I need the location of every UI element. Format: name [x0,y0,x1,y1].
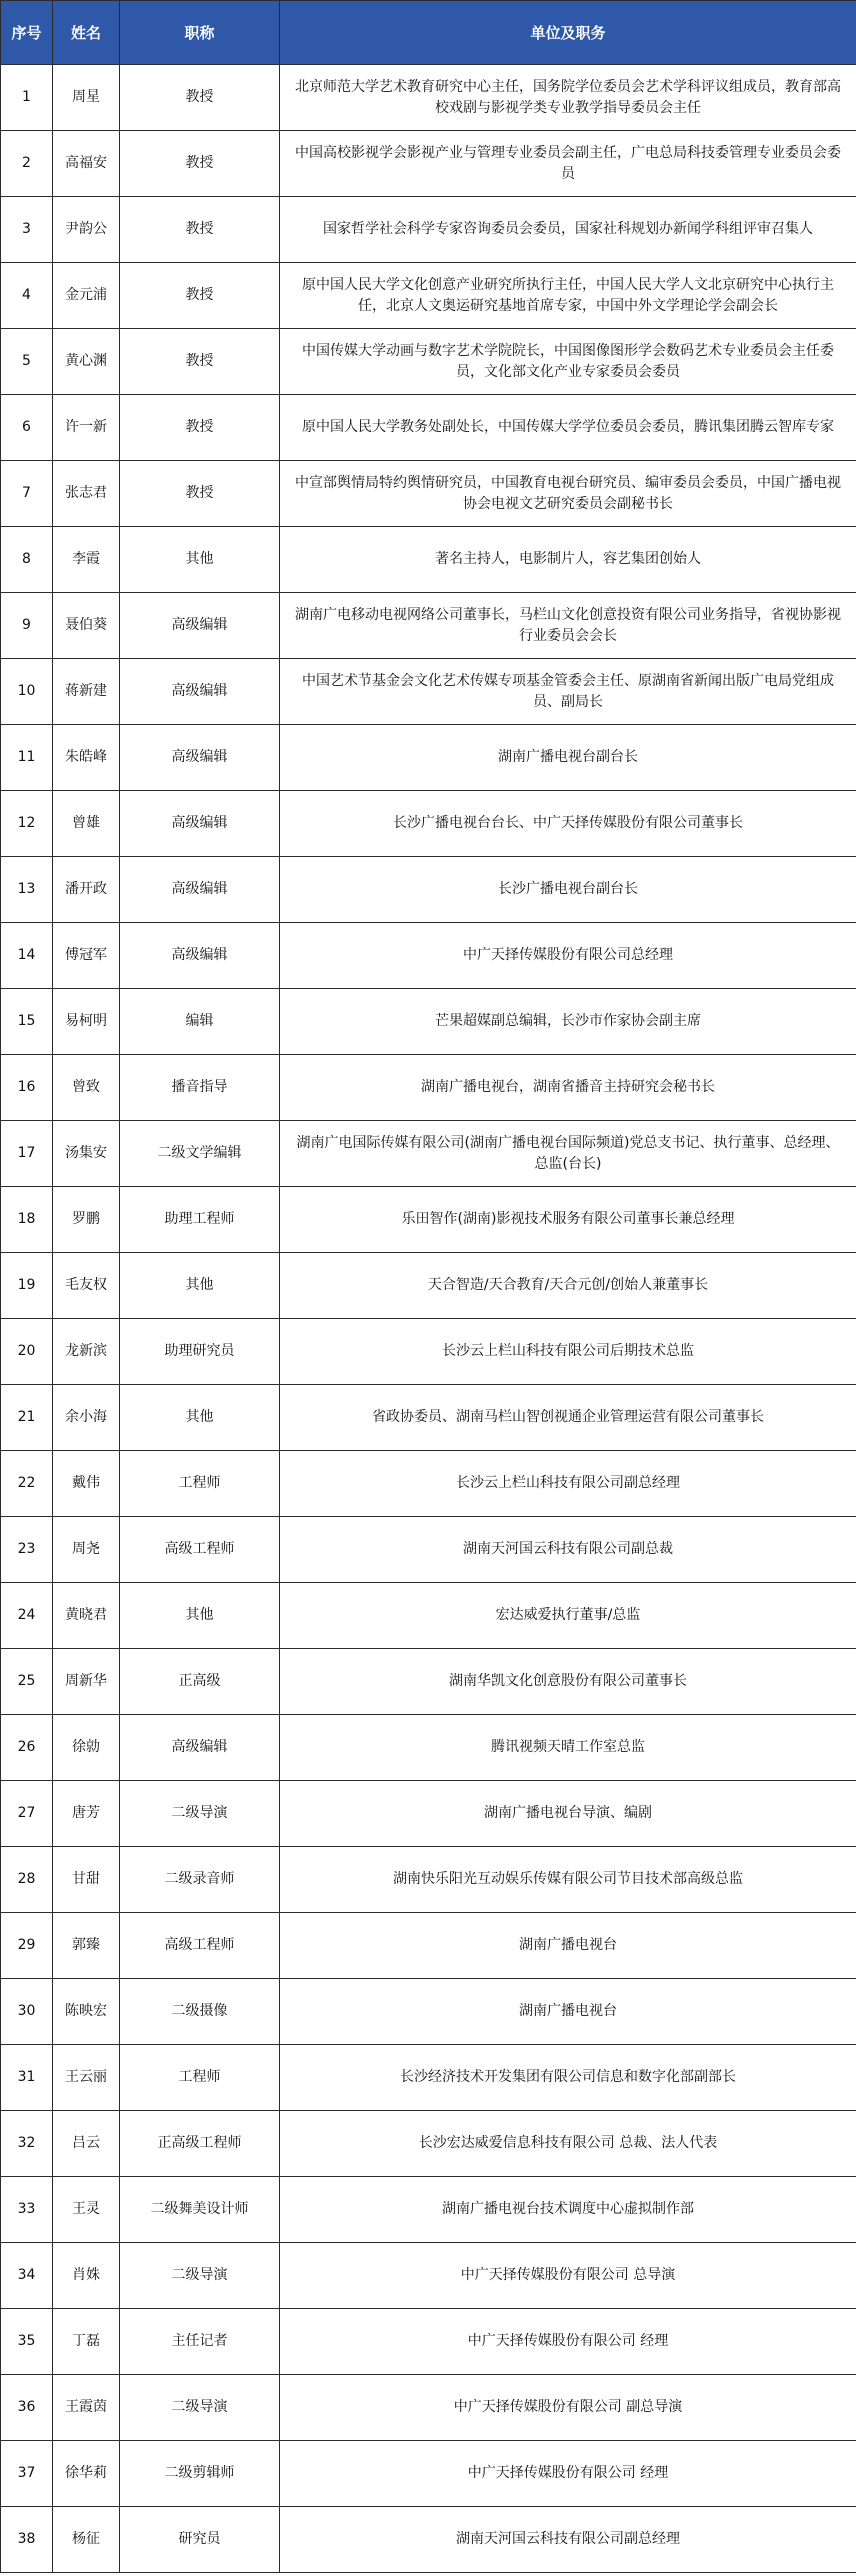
table-row [1,2309,856,2375]
row-name: 易柯明 [53,989,120,1055]
row-index: 22 [1,1451,53,1517]
row-index: 30 [1,1979,53,2045]
row-organization: 湖南广电移动电视网络公司董事长，马栏山文化创意投资有限公司业务指导，省视协影视行业委员会会长 [280,593,856,659]
row-name: 罗鹏 [53,1187,120,1253]
row-organization: 湖南天河国云科技有限公司副总经理 [280,2507,856,2573]
row-title: 高级编辑 [120,791,280,857]
table-row [1,1847,856,1913]
table-row [1,527,856,593]
row-index: 36 [1,2375,53,2441]
table-row [1,263,856,329]
table-row [1,197,856,263]
row-title: 其他 [120,1385,280,1451]
row-index: 4 [1,263,53,329]
row-title: 二级导演 [120,2243,280,2309]
row-organization: 长沙云上栏山科技有限公司后期技术总监 [280,1319,856,1385]
row-organization: 湖南广电国际传媒有限公司(湖南广播电视台国际频道)党总支书记、执行董事、总经理、总监(台长) [280,1121,856,1187]
table-row [1,1253,856,1319]
table-row [1,857,856,923]
row-organization: 长沙经济技术开发集团有限公司信息和数字化部副部长 [280,2045,856,2111]
row-title: 高级工程师 [120,1517,280,1583]
row-name: 黄晓君 [53,1583,120,1649]
row-organization: 中广天择传媒股份有限公司 副总导演 [280,2375,856,2441]
row-index: 17 [1,1121,53,1187]
row-name: 龙新滨 [53,1319,120,1385]
row-title: 高级编辑 [120,857,280,923]
table-row [1,131,856,197]
table-row [1,659,856,725]
row-title: 其他 [120,527,280,593]
header-title: 职称 [120,1,280,65]
row-organization: 中国传媒大学动画与数字艺术学院院长，中国图像图形学会数码艺术专业委员会主任委员，文化部文化产业专家委员会委员 [280,329,856,395]
table-row [1,329,856,395]
row-index: 27 [1,1781,53,1847]
row-name: 郭臻 [53,1913,120,1979]
row-organization: 中广天择传媒股份有限公司总经理 [280,923,856,989]
table-row [1,2243,856,2309]
row-name: 毛友权 [53,1253,120,1319]
row-name: 肖姝 [53,2243,120,2309]
row-name: 傅冠军 [53,923,120,989]
row-organization: 长沙云上栏山科技有限公司副总经理 [280,1451,856,1517]
row-name: 王灵 [53,2177,120,2243]
row-name: 黄心渊 [53,329,120,395]
row-title: 助理工程师 [120,1187,280,1253]
table-body [1,65,856,2573]
row-index: 23 [1,1517,53,1583]
row-organization: 北京师范大学艺术教育研究中心主任，国务院学位委员会艺术学科评议组成员，教育部高校戏剧与影视学类专业教学指导委员会主任 [280,65,856,131]
table-row [1,2111,856,2177]
row-index: 7 [1,461,53,527]
row-index: 18 [1,1187,53,1253]
row-title: 助理研究员 [120,1319,280,1385]
row-index: 6 [1,395,53,461]
row-organization: 湖南广播电视台副台长 [280,725,856,791]
table-row [1,65,856,131]
row-name: 陈映宏 [53,1979,120,2045]
row-organization: 湖南广播电视台技术调度中心虚拟制作部 [280,2177,856,2243]
table-row [1,2375,856,2441]
row-name: 朱皓峰 [53,725,120,791]
row-organization: 湖南广播电视台 [280,1979,856,2045]
row-name: 许一新 [53,395,120,461]
row-index: 28 [1,1847,53,1913]
row-title: 二级文学编辑 [120,1121,280,1187]
row-index: 9 [1,593,53,659]
header-index: 序号 [1,1,53,65]
row-title: 教授 [120,461,280,527]
table-header [1,1,856,65]
row-index: 3 [1,197,53,263]
row-organization: 天合智造/天合教育/天合元创/创始人兼董事长 [280,1253,856,1319]
header-name: 姓名 [53,1,120,65]
table-row [1,2441,856,2507]
row-index: 38 [1,2507,53,2573]
row-name: 王霞茵 [53,2375,120,2441]
row-index: 10 [1,659,53,725]
row-name: 吕云 [53,2111,120,2177]
row-title: 二级摄像 [120,1979,280,2045]
table-row [1,923,856,989]
row-index: 32 [1,2111,53,2177]
row-organization: 中国艺术节基金会文化艺术传媒专项基金管委会主任、原湖南省新闻出版广电局党组成员、副局长 [280,659,856,725]
row-index: 35 [1,2309,53,2375]
row-organization: 乐田智作(湖南)影视技术服务有限公司董事长兼总经理 [280,1187,856,1253]
row-title: 高级编辑 [120,593,280,659]
row-name: 汤集安 [53,1121,120,1187]
row-title: 教授 [120,395,280,461]
row-organization: 湖南广播电视台导演、编剧 [280,1781,856,1847]
table-row [1,1055,856,1121]
row-title: 高级编辑 [120,659,280,725]
row-name: 蒋新建 [53,659,120,725]
row-organization: 湖南华凯文化创意股份有限公司董事长 [280,1649,856,1715]
row-organization: 腾讯视频天晴工作室总监 [280,1715,856,1781]
row-index: 5 [1,329,53,395]
table-row [1,1649,856,1715]
row-index: 37 [1,2441,53,2507]
row-index: 26 [1,1715,53,1781]
table-row [1,1319,856,1385]
row-title: 二级剪辑师 [120,2441,280,2507]
row-title: 播音指导 [120,1055,280,1121]
row-title: 教授 [120,197,280,263]
row-name: 张志君 [53,461,120,527]
row-name: 徐华莉 [53,2441,120,2507]
row-title: 工程师 [120,2045,280,2111]
row-index: 31 [1,2045,53,2111]
row-organization: 湖南广播电视台，湖南省播音主持研究会秘书长 [280,1055,856,1121]
table-row [1,593,856,659]
row-title: 二级录音师 [120,1847,280,1913]
table-row [1,1979,856,2045]
row-organization: 中广天择传媒股份有限公司 经理 [280,2309,856,2375]
row-organization: 中广天择传媒股份有限公司 总导演 [280,2243,856,2309]
row-name: 唐芳 [53,1781,120,1847]
row-name: 杨征 [53,2507,120,2573]
row-name: 余小海 [53,1385,120,1451]
row-name: 高福安 [53,131,120,197]
row-name: 聂伯葵 [53,593,120,659]
row-name: 甘甜 [53,1847,120,1913]
row-index: 14 [1,923,53,989]
table-row [1,1781,856,1847]
row-organization: 中广天择传媒股份有限公司 经理 [280,2441,856,2507]
row-index: 1 [1,65,53,131]
row-index: 15 [1,989,53,1055]
table-row [1,1583,856,1649]
row-name: 戴伟 [53,1451,120,1517]
row-title: 教授 [120,131,280,197]
row-organization: 长沙宏达威爱信息科技有限公司 总裁、法人代表 [280,2111,856,2177]
table-row [1,1451,856,1517]
row-index: 2 [1,131,53,197]
table-row [1,1385,856,1451]
row-organization: 湖南快乐阳光互动娱乐传媒有限公司节目技术部高级总监 [280,1847,856,1913]
row-organization: 中宣部舆情局特约舆情研究员，中国教育电视台研究员、编审委员会委员，中国广播电视协会电视文艺研究委员会副秘书长 [280,461,856,527]
table-row [1,1913,856,1979]
row-index: 16 [1,1055,53,1121]
table-row [1,725,856,791]
row-organization: 省政协委员、湖南马栏山智创视通企业管理运营有限公司董事长 [280,1385,856,1451]
row-organization: 湖南天河国云科技有限公司副总裁 [280,1517,856,1583]
row-title: 二级导演 [120,2375,280,2441]
row-name: 周星 [53,65,120,131]
row-title: 其他 [120,1583,280,1649]
row-index: 20 [1,1319,53,1385]
row-name: 曾雄 [53,791,120,857]
row-title: 教授 [120,65,280,131]
row-title: 工程师 [120,1451,280,1517]
table-row [1,2045,856,2111]
row-title: 研究员 [120,2507,280,2573]
row-title: 其他 [120,1253,280,1319]
table-row [1,1517,856,1583]
row-index: 29 [1,1913,53,1979]
table-row [1,461,856,527]
row-name: 李霞 [53,527,120,593]
table-row [1,1187,856,1253]
row-organization: 中国高校影视学会影视产业与管理专业委员会副主任，广电总局科技委管理专业委员会委员 [280,131,856,197]
row-title: 正高级 [120,1649,280,1715]
row-title: 高级编辑 [120,1715,280,1781]
row-organization: 原中国人民大学教务处副处长，中国传媒大学学位委员会委员，腾讯集团腾云智库专家 [280,395,856,461]
row-title: 高级工程师 [120,1913,280,1979]
row-organization: 原中国人民大学文化创意产业研究所执行主任，中国人民大学人文北京研究中心执行主任，北京人文奥运研究基地首席专家，中国中外文学理论学会副会长 [280,263,856,329]
header-organization: 单位及职务 [280,1,856,65]
row-title: 二级导演 [120,1781,280,1847]
row-name: 王云丽 [53,2045,120,2111]
row-name: 徐勍 [53,1715,120,1781]
row-index: 12 [1,791,53,857]
row-index: 25 [1,1649,53,1715]
table-row [1,1121,856,1187]
row-index: 24 [1,1583,53,1649]
row-organization: 长沙广播电视台台长、中广天择传媒股份有限公司董事长 [280,791,856,857]
row-name: 尹韵公 [53,197,120,263]
table-row [1,2507,856,2573]
header-row [1,1,856,65]
row-title: 教授 [120,263,280,329]
table-row [1,989,856,1055]
row-index: 8 [1,527,53,593]
row-name: 金元浦 [53,263,120,329]
row-title: 教授 [120,329,280,395]
table-row [1,1715,856,1781]
row-title: 高级编辑 [120,923,280,989]
row-index: 11 [1,725,53,791]
row-title: 高级编辑 [120,725,280,791]
row-name: 丁磊 [53,2309,120,2375]
row-title: 主任记者 [120,2309,280,2375]
table-row [1,2177,856,2243]
row-name: 潘开政 [53,857,120,923]
row-name: 周尧 [53,1517,120,1583]
row-organization: 宏达威爱执行董事/总监 [280,1583,856,1649]
row-index: 33 [1,2177,53,2243]
table-row [1,395,856,461]
row-organization: 国家哲学社会科学专家咨询委员会委员，国家社科规划办新闻学科组评审召集人 [280,197,856,263]
row-title: 正高级工程师 [120,2111,280,2177]
row-organization: 著名主持人，电影制片人，容艺集团创始人 [280,527,856,593]
row-name: 曾致 [53,1055,120,1121]
row-organization: 芒果超媒副总编辑，长沙市作家协会副主席 [280,989,856,1055]
row-index: 13 [1,857,53,923]
row-index: 19 [1,1253,53,1319]
row-title: 二级舞美设计师 [120,2177,280,2243]
row-organization: 长沙广播电视台副台长 [280,857,856,923]
row-title: 编辑 [120,989,280,1055]
table-row [1,791,856,857]
row-index: 34 [1,2243,53,2309]
row-name: 周新华 [53,1649,120,1715]
row-organization: 湖南广播电视台 [280,1913,856,1979]
row-index: 21 [1,1385,53,1451]
